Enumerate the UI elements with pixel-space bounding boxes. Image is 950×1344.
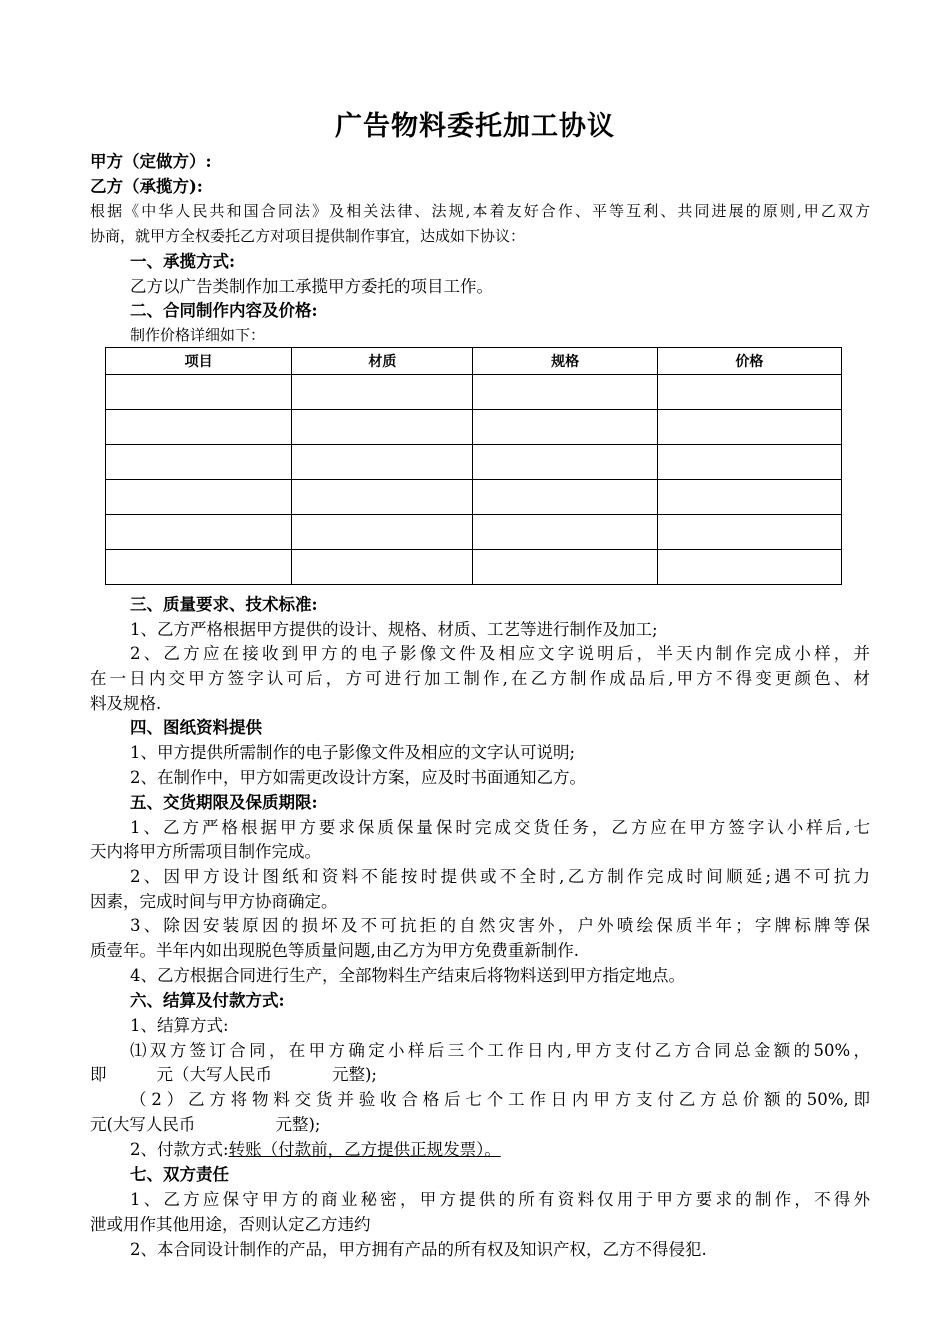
section-5-para-1-line-2: 天内将甲方所需项目制作完成。 — [90, 842, 321, 861]
payment-method-label: 2、付款方式: — [130, 1140, 229, 1159]
table-cell — [657, 445, 841, 480]
table-cell — [106, 410, 292, 445]
table-header-item: 项目 — [106, 348, 292, 375]
table-header-row — [106, 348, 842, 375]
table-row — [106, 550, 842, 585]
section-7-para-1-line-1: 1、乙方应保守甲方的商业秘密，甲方提供的所有资料仅用于甲方要求的制作，不得外 — [130, 1190, 870, 1209]
section-5-para-2-line-2: 因素，完成时间与甲方协商确定。 — [90, 892, 338, 911]
table-cell — [473, 515, 657, 550]
section-2-heading: 二、合同制作内容及价格: — [130, 301, 318, 320]
document-title: 广告物料委托加工协议 — [335, 111, 615, 142]
price-table — [105, 347, 842, 585]
table-cell — [657, 550, 841, 585]
item-1-prefix: 即 — [90, 1065, 107, 1084]
section-4-para-2: 2、在制作中，甲方如需更改设计方案，应及时书面通知乙方。 — [130, 768, 586, 787]
table-cell — [657, 515, 841, 550]
payment-method-value: 转账（付款前，乙方提供正规发票）。 — [228, 1140, 501, 1159]
section-6-heading: 六、结算及付款方式: — [130, 991, 285, 1010]
table-header-price: 价格 — [657, 348, 841, 375]
section-7-para-1-line-2: 泄或用作其他用途，否则认定乙方违约 — [90, 1215, 371, 1234]
table-header-spec: 规格 — [473, 348, 657, 375]
item-2-amount-label: 元(大写人民币 — [90, 1115, 196, 1134]
section-1-text: 乙方以广告类制作加工承揽甲方委托的项目工作。 — [130, 277, 493, 296]
table-row — [106, 480, 842, 515]
section-5-para-2-line-1: 2、因甲方设计图纸和资料不能按时提供或不全时,乙方制作完成时间顺延;遇不可抗力 — [130, 867, 870, 886]
table-cell — [657, 480, 841, 515]
section-3-para-2-line-1: 2、乙方应在接收到甲方的电子影像文件及相应文字说明后，半天内制作完成小样，并 — [130, 644, 870, 663]
section-2-note: 制作价格详细如下： — [130, 326, 266, 344]
table-cell — [292, 550, 473, 585]
section-6-item-2-line-1: （2）乙方将物料交货并验收合格后七个工作日内甲方支付乙方总价额的50%,即 — [130, 1090, 870, 1109]
table-cell — [292, 445, 473, 480]
table-cell — [292, 410, 473, 445]
section-3-heading: 三、质量要求、技术标准: — [130, 595, 318, 614]
section-3-para-2-line-2: 在一日内交甲方签字认可后，方可进行加工制作,在乙方制作成品后,甲方不得变更颜色、材 — [90, 669, 870, 688]
table-cell — [292, 515, 473, 550]
table-cell — [106, 515, 292, 550]
section-5-para-1-line-1: 1、乙方严格根据甲方要求保质保量保时完成交货任务，乙方应在甲方签字认小样后,七 — [130, 818, 870, 837]
table-cell — [106, 550, 292, 585]
section-3-para-2-line-3: 料及规格. — [90, 694, 162, 713]
section-1-heading: 一、承揽方式: — [130, 252, 236, 271]
table-row — [106, 410, 842, 445]
section-6-item-2-line-2 — [90, 1113, 870, 1137]
section-6-para-2 — [130, 1138, 870, 1162]
item-1-amount-label: 元（大写人民币 — [156, 1065, 272, 1084]
section-6-item-1-line-1: ⑴双方签订合同，在甲方确定小样后三个工作日内,甲方支付乙方合同总金额的50%， — [130, 1041, 870, 1060]
section-6-para-1: 1、结算方式: — [130, 1016, 229, 1035]
table-cell — [106, 445, 292, 480]
table-row — [106, 375, 842, 410]
intro-line-1: 根据《中华人民共和国合同法》及相关法律、法规,本着友好合作、平等互利、共同进展的原则,甲乙双方 — [90, 202, 870, 220]
table-cell — [292, 480, 473, 515]
table-cell — [106, 375, 292, 410]
item-1-amount-suffix: 元整); — [332, 1065, 377, 1084]
table-cell — [473, 375, 657, 410]
section-5-para-3-line-1: 3、除因安装原因的损坏及不可抗拒的自然灾害外，户外喷绘保质半年；字牌标牌等保 — [130, 916, 870, 935]
section-3-para-1: 1、乙方严格根据甲方提供的设计、规格、材质、工艺等进行制作及加工; — [130, 620, 658, 639]
party-a-label: 甲方（定做方）: — [90, 152, 212, 171]
section-4-heading: 四、图纸资料提供 — [130, 718, 262, 737]
party-b-label: 乙方（承揽方): — [90, 177, 203, 196]
table-header-material: 材质 — [292, 348, 473, 375]
table-cell — [473, 410, 657, 445]
table-cell — [657, 375, 841, 410]
section-6-item-1-line-2 — [90, 1063, 870, 1087]
table-row — [106, 445, 842, 480]
table-cell — [292, 375, 473, 410]
table-cell — [473, 445, 657, 480]
table-row — [106, 515, 842, 550]
section-5-heading: 五、交货期限及保质期限: — [130, 793, 318, 812]
table-cell — [106, 480, 292, 515]
section-7-para-2: 2、本合同设计制作的产品，甲方拥有产品的所有权及知识产权，乙方不得侵犯. — [130, 1240, 707, 1259]
table-cell — [473, 480, 657, 515]
table-cell — [657, 410, 841, 445]
table-cell — [473, 550, 657, 585]
item-2-amount-suffix: 元整); — [275, 1115, 321, 1134]
intro-line-2: 协商，就甲方全权委托乙方对项目提供制作事宜，达成如下协议： — [90, 227, 526, 245]
section-5-para-3-line-2: 质壹年。半年内如出现脱色等质量问题,由乙方为甲方免费重新制作. — [90, 941, 579, 960]
section-5-para-4: 4、乙方根据合同进行生产，全部物料生产结束后将物料送到甲方指定地点。 — [130, 966, 685, 985]
section-7-heading: 七、双方责任 — [130, 1165, 229, 1184]
section-4-para-1: 1、甲方提供所需制作的电子影像文件及相应的文字认可说明; — [130, 743, 576, 762]
